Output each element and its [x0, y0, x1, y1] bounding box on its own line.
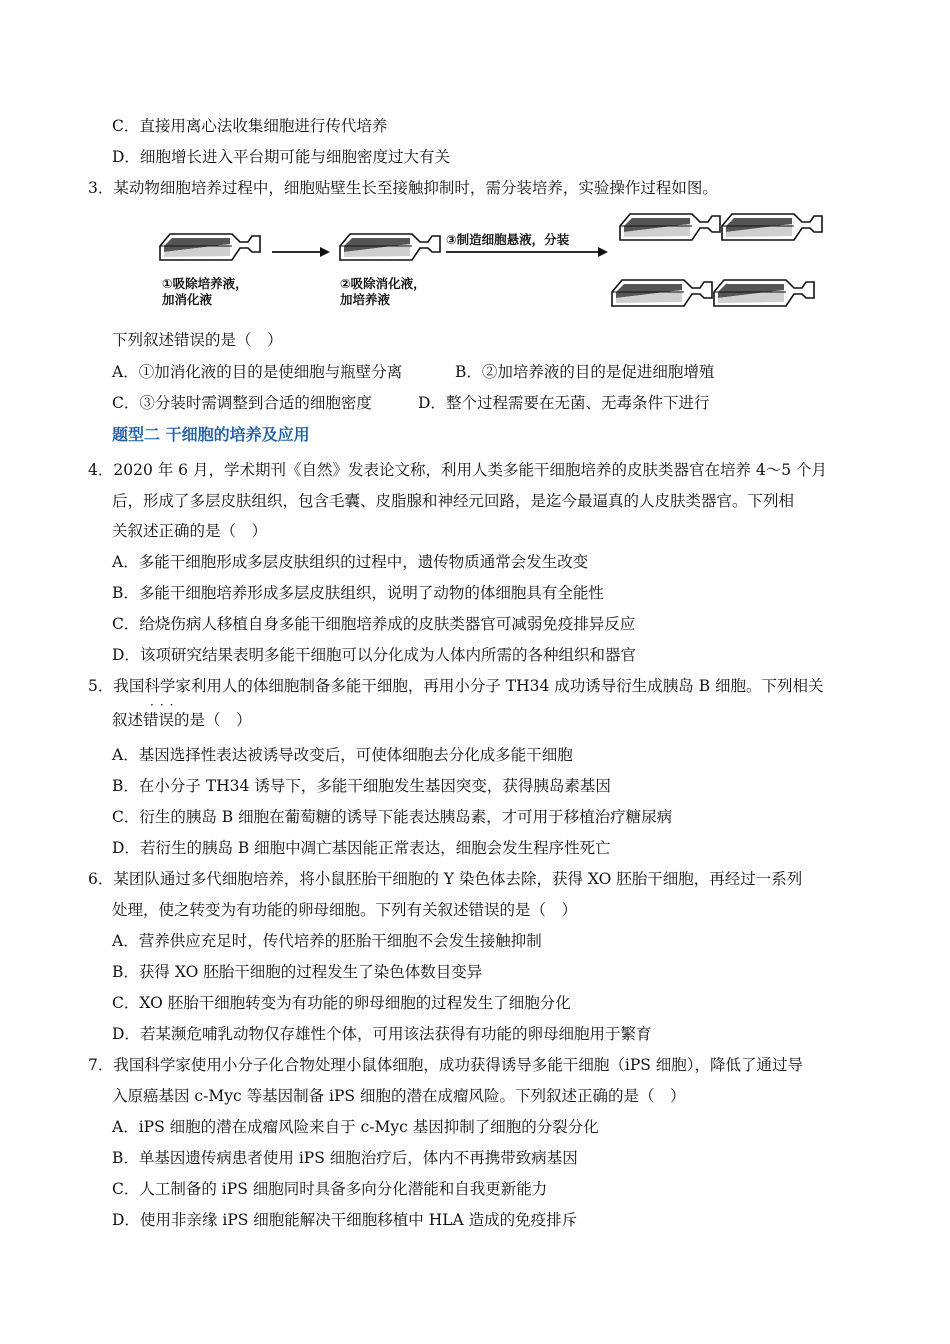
emphasis-dots: ···: [150, 698, 180, 712]
section-title: 题型二 干细胞的培养及应用: [112, 425, 310, 444]
q3-option-c: C．③分装时需调整到合适的细胞密度: [112, 394, 372, 412]
question-7-line-2: 入原癌基因 c-Myc 等基因制备 iPS 细胞的潜在成瘤风险。下列叙述正确的是（ ）: [112, 1087, 686, 1105]
q3-option-d: D．整个过程需要在无菌、无毒条件下进行: [418, 394, 710, 412]
q3-option-b: B．②加培养液的目的是促进细胞增殖: [455, 363, 715, 381]
flask-step2: [340, 234, 440, 260]
q6-option-c: C．XO 胚胎干细胞转变为有功能的卵母细胞的过程发生了细胞分化: [112, 994, 571, 1012]
q6-option-d: D．若某濒危哺乳动物仅存雄性个体，可用该法获得有功能的卵母细胞用于繁育: [112, 1025, 652, 1043]
option-d: D．细胞增长进入平台期可能与细胞密度过大有关: [112, 148, 450, 166]
question-4-line-3: 关叙述正确的是（ ）: [112, 522, 268, 540]
q4-option-c: C．给烧伤病人移植自身多能干细胞培养成的皮肤类器官可减弱免疫排异反应: [112, 615, 636, 633]
q7-option-b: B．单基因遗传病患者使用 iPS 细胞治疗后，体内不再携带致病基因: [112, 1149, 578, 1167]
q5-option-b: B．在小分子 TH34 诱导下，多能干细胞发生基因突变，获得胰岛素基因: [112, 777, 611, 795]
q4-option-a: A．多能干细胞形成多层皮肤组织的过程中，遗传物质通常会发生改变: [112, 553, 589, 571]
question-6-line-2: 处理，使之转变为有功能的卵母细胞。下列有关叙述错误的是（ ）: [112, 901, 578, 919]
flask-step1: [160, 234, 260, 260]
q4-option-b: B．多能干细胞培养形成多层皮肤组织，说明了动物的体细胞具有全能性: [112, 584, 604, 602]
question-3-stem: 3．某动物细胞培养过程中，细胞贴壁生长至接触抑制时，需分装培养，实验操作过程如图。: [88, 179, 718, 197]
flask-result-3: [612, 280, 712, 306]
question-3-prompt: 下列叙述错误的是（ ）: [112, 331, 283, 349]
flask-result-4: [714, 280, 814, 306]
q6-option-b: B．获得 XO 胚胎干细胞的过程发生了染色体数目变异: [112, 963, 483, 981]
question-5-line-1: 5．我国科学家利用人的体细胞制备多能干细胞，再用小分子 TH34 成功诱导衍生成胰岛 B 细胞。下列相关: [88, 677, 824, 695]
q7-option-a: A．iPS 细胞的潜在成瘤风险来自于 c-Myc 基因抑制了细胞的分裂分化: [112, 1118, 599, 1136]
question-6-line-1: 6．某团队通过多代细胞培养，将小鼠胚胎干细胞的 Y 染色体去除，获得 XO 胚胎干细胞，再经过一系列: [88, 870, 803, 888]
step2-label-line2: 加培养液: [340, 292, 391, 307]
question-7-line-1: 7．我国科学家使用小分子化合物处理小鼠体细胞，成功获得诱导多能干细胞（iPS 细胞），降低了通过导: [88, 1056, 804, 1074]
q7-option-d: D．使用非亲缘 iPS 细胞能解决干细胞移植中 HLA 造成的免疫排斥: [112, 1211, 578, 1229]
flask-result-1: [620, 214, 720, 240]
question-5-line-2: 叙述错误的是（ ）: [112, 711, 252, 729]
q5-option-d: D．若衍生的胰岛 B 细胞中凋亡基因能正常表达，细胞会发生程序性死亡: [112, 839, 611, 857]
step1-label-line2: 加消化液: [162, 292, 213, 307]
q3-option-a: A．①加消化液的目的是使细胞与瓶壁分离: [112, 363, 403, 381]
q6-option-a: A．营养供应充足时，传代培养的胚胎干细胞不会发生接触抑制: [112, 932, 542, 950]
question-4-line-2: 后，形成了多层皮肤组织，包含毛囊、皮脂腺和神经元回路，是迄今最逼真的人皮肤类器官。下列相: [112, 492, 795, 510]
arrow-2-icon: [446, 247, 608, 257]
q7-option-c: C．人工制备的 iPS 细胞同时具备多向分化潜能和自我更新能力: [112, 1180, 548, 1198]
question-4-line-1: 4．2020 年 6 月，学术期刊《自然》发表论文称，利用人类多能干细胞培养的皮肤类器官在培养 4～5 个月: [88, 461, 828, 479]
step3-label: ③制造细胞悬液，分装: [446, 232, 570, 247]
q4-option-d: D．该项研究结果表明多能干细胞可以分化成为人体内所需的各种组织和器官: [112, 646, 636, 664]
arrow-1-icon: [272, 247, 330, 257]
q5-option-c: C．衍生的胰岛 B 细胞在葡萄糖的诱导下能表达胰岛素，才可用于移植治疗糖尿病: [112, 808, 673, 826]
option-c: C．直接用离心法收集细胞进行传代培养: [112, 117, 388, 135]
step2-label-line1: ②吸除消化液，: [340, 276, 426, 291]
flask-result-2: [722, 214, 822, 240]
q5-option-a: A．基因选择性表达被诱导改变后，可使体细胞去分化成多能干细胞: [112, 746, 573, 764]
step1-label-line1: ①吸除培养液，: [162, 276, 248, 291]
culture-flask-diagram: [150, 202, 830, 318]
